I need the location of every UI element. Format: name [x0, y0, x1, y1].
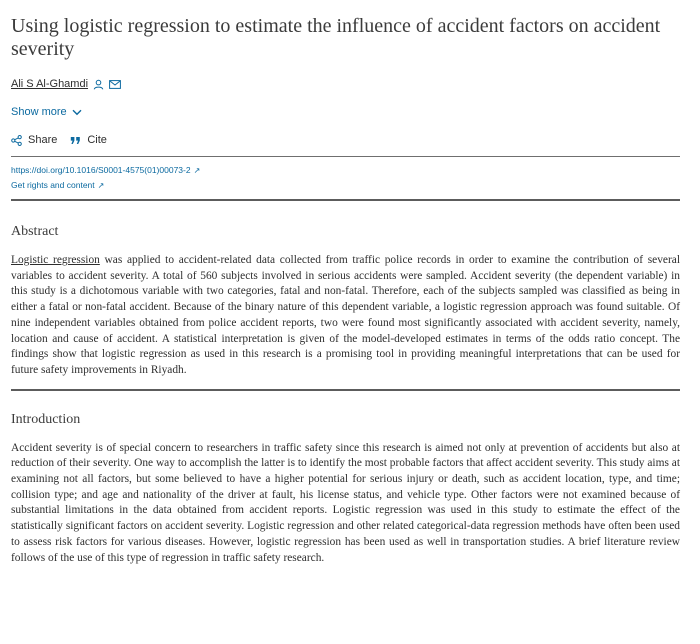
author-link[interactable]: Ali S Al-Ghamdi [11, 78, 89, 90]
external-link-icon: ↗ [97, 181, 105, 190]
external-link-icon: ↗ [193, 166, 201, 175]
share-icon [11, 135, 22, 146]
abstract-body: was applied to accident-related data collected from traffic police records in order to examine the contribution of several variables to accident severity. A total of 560 subjects involved in serious accidents were sampled. Accident severity (the dependent variable) in this study is a dichotomous variable with two categories, fatal and non-fatal. Therefore, each of the subjects sampled was classified as being in either a fatal or non-fatal accident. Because of the binary nature of this dependent variable, a logistic regression approach was found suitable. Of nine independent variables obtained from police accident reports, two were found most significantly associated with accident severity, namely, location and cause of accident. A statistical interpretation is given of the model-developed estimates in terms of the odds ratio concept. The findings show that logistic regression as used in this research is a promising tool in providing meaningful interpretations that can be used for future safety improvements in Riyadh. [11, 254, 680, 376]
show-more-button[interactable] [11, 104, 690, 120]
abstract-heading: Abstract [11, 224, 59, 239]
mail-icon[interactable] [109, 80, 121, 89]
cite-label: Cite [87, 134, 107, 146]
show-more-label: Show more [11, 106, 67, 118]
abstract-keyword-link[interactable]: Logistic regression [11, 254, 100, 266]
article-title: Using logistic regression to estimate the influence of accident factors on accident severity [11, 15, 661, 60]
introduction-heading: Introduction [11, 411, 81, 427]
introduction-text: Accident severity is of special concern to researchers in traffic safety since this research is aimed not only at prevention of accidents but also at reduction of their severity. One way to accomplish the latter is to identify the most probable factors that affect accident severity. This study aims at examining not all factors, but some believed to have a higher potential for serious injury or death, such as accident location, type, and time; collision type; and age and nationality of the driver at fault, his license status, and vehicle type. Other factors were not examined because of substantial limitations in the data obtained from accident reports. Logistic regression was used in this study to estimate the effect of the statistically significant factors on accident severity. Logistic regression and other related categorical-data regression methods have often been used to assess risk factors for various diseases. However, logistic regression has been used as well in transportation studies. A brief literature review follows of the use of this type of regression in traffic safety research. [11, 441, 680, 564]
chevron-down-icon [72, 109, 82, 116]
article-actions [11, 132, 690, 148]
divider [11, 199, 680, 201]
share-button[interactable] [11, 134, 57, 146]
share-label: Share [28, 134, 58, 146]
quote-icon [70, 136, 81, 145]
author-row [11, 76, 690, 92]
divider [11, 156, 680, 157]
rights-text: Get rights and content [11, 180, 95, 190]
doi-text: https://doi.org/10.1016/S0001-4575(01)00073-2 [11, 165, 191, 175]
doi-link[interactable] [11, 163, 690, 178]
rights-link[interactable] [11, 178, 690, 193]
article-links [11, 163, 690, 193]
abstract-text [11, 253, 680, 379]
person-icon[interactable] [93, 79, 104, 90]
cite-button[interactable] [70, 134, 107, 146]
divider [11, 389, 680, 391]
